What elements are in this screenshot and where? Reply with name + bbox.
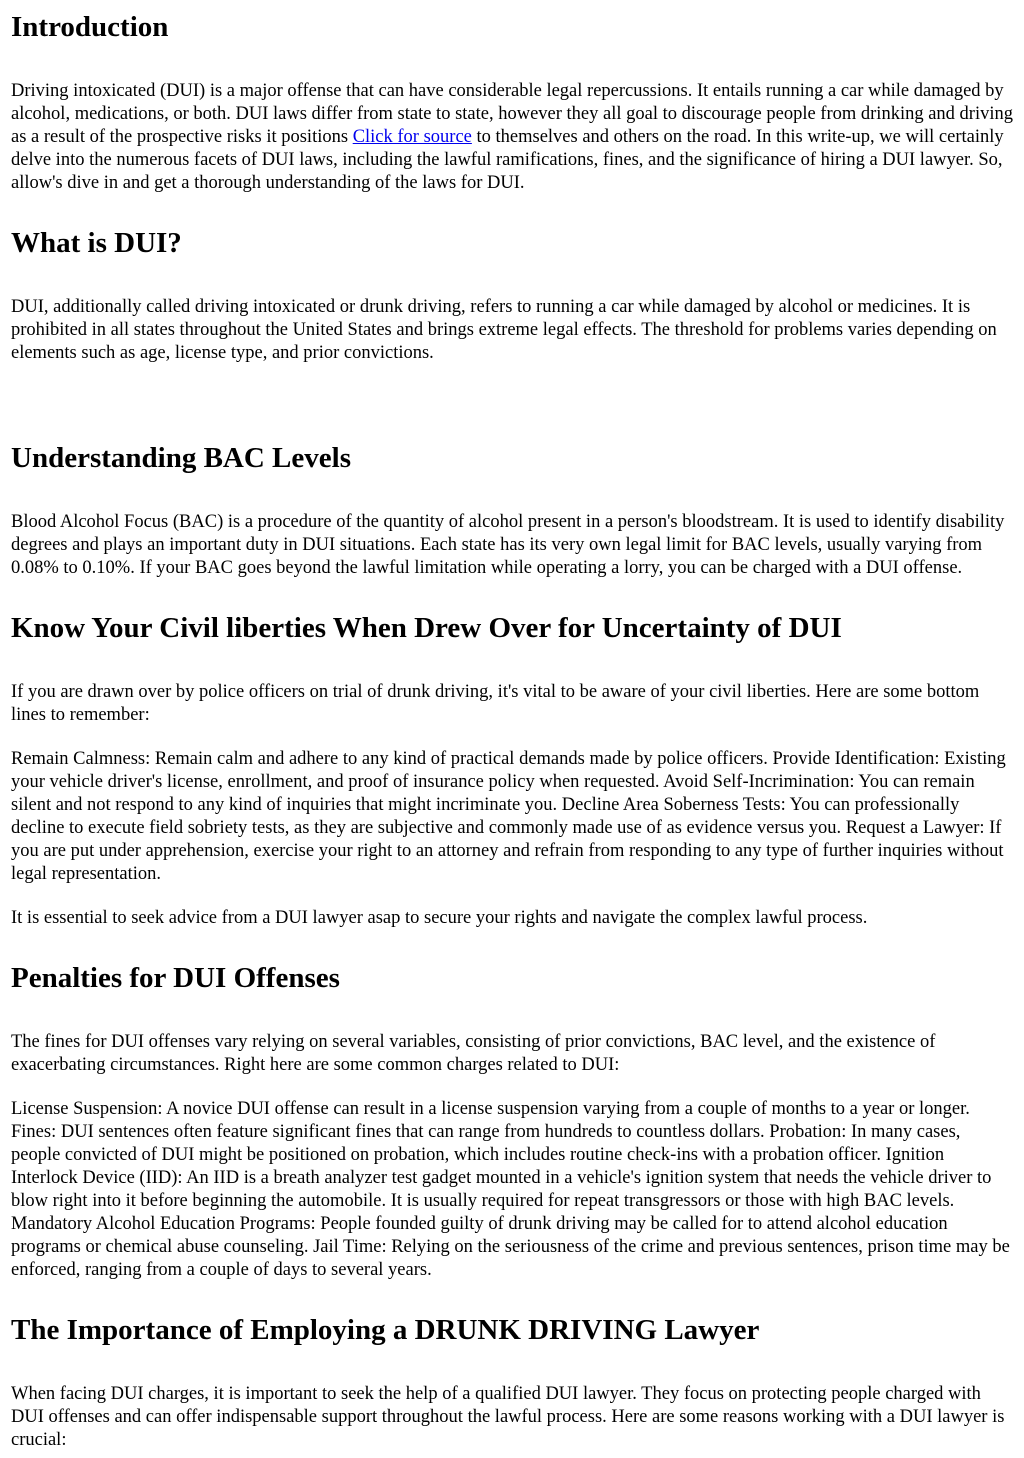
heading-know-your-rights: Know Your Civil liberties When Drew Over for Uncertainty of DUI [11, 612, 842, 644]
heading-introduction: Introduction [11, 11, 169, 43]
article [0, 10, 1024, 1452]
intro-text-after-link: to themselves and others on the road. In this write-up, we will certainly delve into the numerous facets of DUI laws, including the lawful ramifications, fines, and the significance of hiring a DUI lawyer. So, allow's dive in and get a thorough understanding of the laws for DUI. [11, 127, 1004, 193]
heading-bac-levels: Understanding BAC Levels [11, 442, 351, 474]
intro-paragraph [11, 80, 1014, 195]
penalties-intro-paragraph: The fines for DUI offenses vary relying on several variables, consisting of prior convictions, BAC level, and the existence of exacerbating circumstances. Right here are some common charges related to DUI: [11, 1032, 936, 1075]
heading-what-is-dui: What is DUI? [11, 227, 182, 259]
heading-penalties: Penalties for DUI Offenses [11, 962, 340, 994]
rights-advice-paragraph: It is essential to seek advice from a DUI lawyer asap to secure your rights and navigate the complex lawful process. [11, 908, 868, 928]
rights-intro-paragraph: If you are drawn over by police officers on trial of drunk driving, it's vital to be aware of your civil liberties. Here are some bottom lines to remember: [11, 682, 980, 725]
empty-paragraph [11, 383, 1014, 406]
heading-importance-of-lawyer: The Importance of Employing a DRUNK DRIVING Lawyer [11, 1314, 760, 1346]
lawyer-paragraph: When facing DUI charges, it is important to seek the help of a qualified DUI lawyer. They focus on protecting people charged with DUI offenses and can offer indispensable support throughout the lawful process. Here are some reasons working with a DUI lawyer is crucial: [11, 1384, 1005, 1450]
source-link[interactable]: Click for source [352, 127, 472, 147]
rights-list-paragraph: Remain Calmness: Remain calm and adhere to any kind of practical demands made by police officers. Provide Identification: Existing your vehicle driver's license, enrollment, and proof of insurance policy when requested. Avoid Self-Incrimination: You can remain silent and not respond to any kind of inquiries that might incriminate you. Decline Area Soberness Tests: You can professionally decline to execute field sobriety tests, as they are subjective and commonly made use of as evidence versus you. Request a Lawyer: If you are put under apprehension, exercise your right to an attorney and refrain from responding to any type of further inquiries without legal representation. [11, 749, 1006, 884]
penalties-list-paragraph: License Suspension: A novice DUI offense can result in a license suspension varying from a couple of months to a year or longer. Fines: DUI sentences often feature significant fines that can range from hundreds to countless dollars. Probation: In many cases, people convicted of DUI might be positioned on probation, which includes routine check-ins with a probation officer. Ignition Interlock Device (IID): An IID is a breath analyzer test gadget mounted in a vehicle's ignition system that needs the vehicle driver to blow right into it before beginning the automobile. It is usually required for repeat transgressors or those with high BAC levels. Mandatory Alcohol Education Programs: People founded guilty of drunk driving may be called for to attend alcohol education programs or chemical abuse counseling. Jail Time: Relying on the seriousness of the crime and previous sentences, prison time may be enforced, ranging from a couple of days to several years. [11, 1099, 1010, 1280]
what-is-dui-paragraph: DUI, additionally called driving intoxicated or drunk driving, refers to running a car while damaged by alcohol or medicines. It is prohibited in all states throughout the United States and brings extreme legal effects. The threshold for problems varies depending on elements such as age, license type, and prior convictions. [11, 297, 997, 363]
intro-text-before-link: Driving intoxicated (DUI) is a major offense that can have considerable legal repercussions. It entails running a car while damaged by alcohol, medications, or both. DUI laws differ from state to state, however they all goal to discourage people from drinking and driving as a result of the prospective risks it positions [11, 81, 1013, 147]
bac-paragraph: Blood Alcohol Focus (BAC) is a procedure of the quantity of alcohol present in a person's bloodstream. It is used to identify disability degrees and plays an important duty in DUI situations. Each state has its very own legal limit for BAC levels, usually varying from 0.08% to 0.10%. If your BAC goes beyond the lawful limitation while operating a lorry, you can be charged with a DUI offense. [11, 512, 1005, 578]
